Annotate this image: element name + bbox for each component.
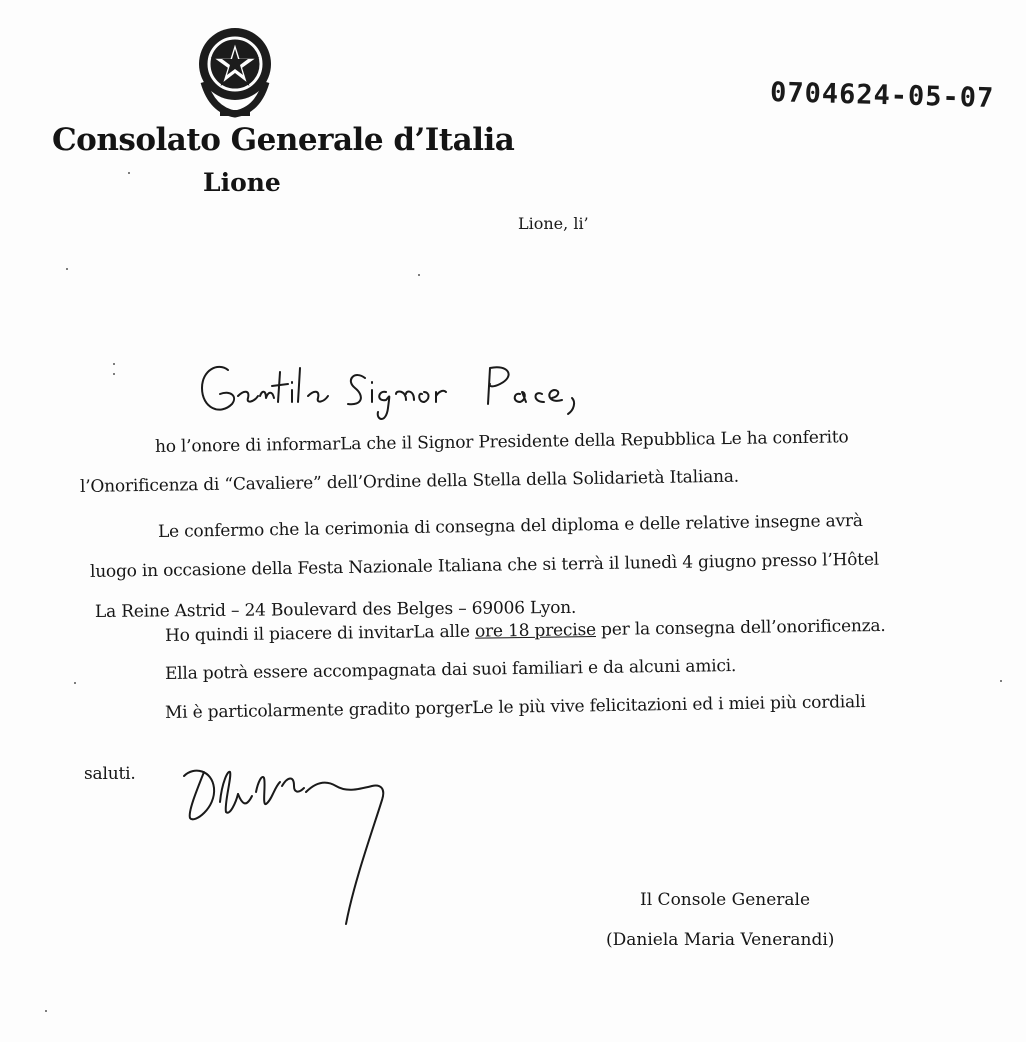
scan-speck	[418, 274, 420, 276]
handwritten-signature	[176, 752, 406, 932]
body-line-2: l’Onorificenza di “Cavaliere” dell’Ordine della Stella della Solidarietà Italiana.	[79, 466, 740, 497]
scan-speck	[66, 268, 68, 270]
body-line-8: Mi è particolarmente gradito porgerLe le più vive felicitazioni ed i miei più cordiali	[164, 691, 866, 723]
consulate-name: Consolato Generale d’Italia	[52, 122, 515, 158]
body-line-6-post: per la consegna dell’onorificenza.	[595, 615, 886, 640]
body-line-5: La Reine Astrid – 24 Boulevard des Belges – 69006 Lyon.	[94, 597, 577, 622]
handwritten-salutation	[190, 340, 590, 440]
body-line-9: saluti.	[84, 764, 136, 784]
signer-name: (Daniela Maria Venerandi)	[606, 930, 835, 950]
body-line-4: luogo in occasione della Festa Nazionale Italiana che si terrà il lunedì 4 giugno presso l’Hôtel	[89, 549, 880, 582]
body-line-1: ho l’onore di informarLa che il Signor Presidente della Repubblica Le ha conferito	[154, 427, 849, 457]
scan-speck	[113, 373, 115, 375]
scan-speck	[74, 682, 76, 684]
body-line-6-time: ore 18 precise	[474, 619, 597, 642]
protocol-number: 0704624-05-07	[769, 77, 995, 114]
body-line-6-pre: Ho quindi il piacere di invitarLa alle	[164, 621, 476, 646]
italian-republic-emblem-icon	[192, 22, 278, 120]
scan-speck	[128, 172, 130, 174]
body-line-3: Le confermo che la cerimonia di consegna del diploma e delle relative insegne avrà	[157, 510, 863, 542]
scan-speck	[1000, 680, 1002, 682]
scan-speck	[45, 1010, 47, 1012]
place-date: Lione, li’	[518, 214, 589, 233]
body-line-7: Ella potrà essere accompagnata dai suoi familiari e da alcuni amici.	[164, 656, 737, 684]
consulate-city: Lione	[203, 168, 281, 197]
scan-speck	[113, 363, 115, 365]
signer-title: Il Console Generale	[640, 890, 811, 910]
